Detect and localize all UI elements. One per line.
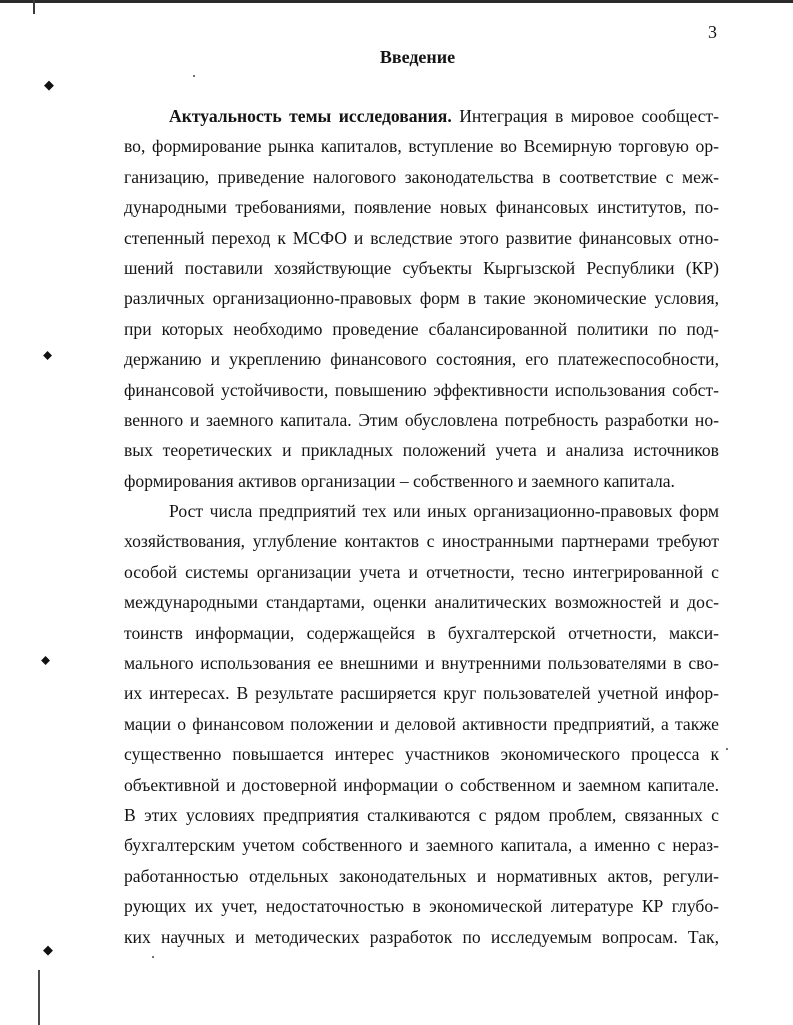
text-line: венного и заемного капитала. Этим обусловлена потребность разработки но- [124,409,719,430]
scan-speck [726,748,728,750]
paragraph-1-opening: Интеграция в мировое сообщест- [459,106,719,126]
scan-edge-left-bottom [38,970,40,1025]
text-line: рующих их учет, недостаточностью в экономической литературе КР глубо- [124,896,719,917]
text-line: различных организационно-правовых форм в такие экономические условия, [124,288,719,309]
section-lead: Актуальность темы исследования. [169,106,452,126]
text-line: держанию и укреплению финансового состояния, его платежеспособности, [124,349,719,370]
binding-mark-icon: ◆ [44,77,54,92]
text-line: мального использования ее внешними и внутренними пользователями в сво- [124,653,719,674]
binding-mark-icon: ⬥ [43,347,53,362]
text-line: шений поставили хозяйствующие субъекты Кыргызской Республики (КР) [124,257,719,278]
scan-edge-left [33,0,35,14]
text-line: ких научных и методических разработок по исследуемым вопросам. Так, [124,926,719,947]
text-line: при которых необходимо проведение сбалансированной политики по под- [124,318,719,339]
text-line: во, формирование рынка капиталов, вступление во Всемирную торговую ор- [124,136,719,157]
text-line: бухгалтерским учетом собственного и заемного капитала, а именно с нераз- [124,835,719,856]
text-line: тоинств информации, содержащейся в бухгалтерской отчетности, макси- [124,622,719,643]
page-title: Введение [379,47,456,67]
binding-mark-icon: ◆ [43,942,53,957]
text-line: степенный переход к МСФО и вследствие этого развитие финансовых отно- [124,227,719,248]
scan-speck [152,956,154,958]
text-line: существенно повышается интерес участников экономического процесса к [124,744,719,765]
scan-speck [193,75,195,77]
text-line: ганизацию, приведение налогового законодательства в соответствие с меж- [124,166,719,187]
text-line: В этих условиях предприятия сталкиваются с рядом проблем, связанных с [124,804,719,825]
text-line: хозяйствования, углубление контактов с иностранными партнерами требуют [124,531,719,552]
text-line: формирования активов организации – собственного и заемного капитала. [124,470,675,491]
page-number: 3 [708,22,717,42]
text-line: их интересах. В результате расширяется круг пользователей учетной инфор- [124,683,719,704]
body-text [124,101,719,952]
text-line: объективной и достоверной информации о собственном и заемном капитале. [124,774,719,795]
scan-edge-top [0,0,793,3]
text-line: международными стандартами, оценки аналитических возможностей и дос- [124,592,719,613]
paragraph-2-first-line: Рост числа предприятий тех или иных организационно-правовых форм [169,501,719,522]
paragraph-1-first-line [124,101,719,131]
text-line: дународными требованиями, появление новых финансовых институтов, по- [124,197,719,218]
text-line: вых теоретических и прикладных положений учета и анализа источников [124,440,719,461]
text-line: особой системы организации учета и отчетности, тесно интегрированной с [124,561,719,582]
text-line: мации о финансовом положении и деловой активности предприятий, а также [124,713,719,734]
text-line: работанностью отдельных законодательных и нормативных актов, регули- [124,865,719,886]
text-line: финансовой устойчивости, повышению эффективности использования собст- [124,379,719,400]
binding-mark-icon: ⬥ [41,652,51,667]
